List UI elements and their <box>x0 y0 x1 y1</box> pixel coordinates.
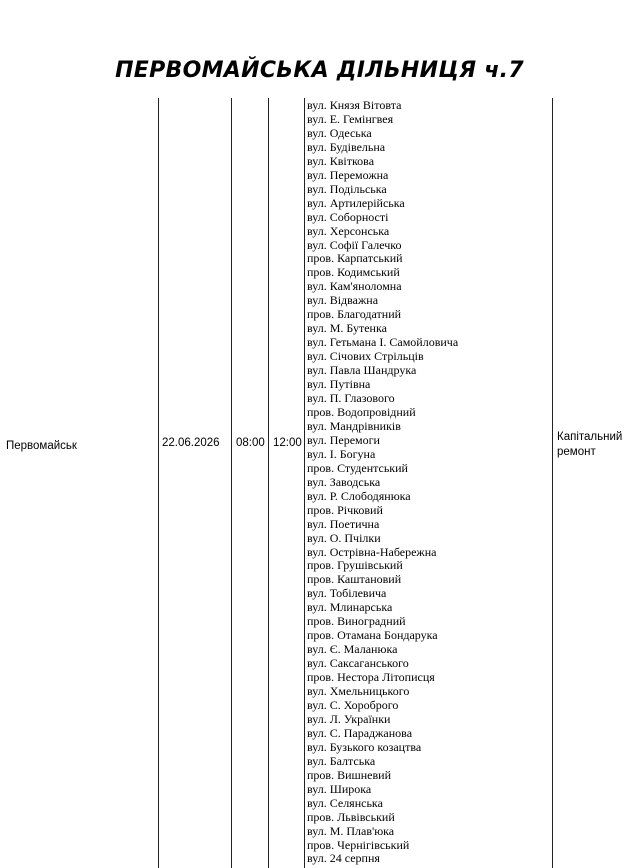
street-list-item: вул. М. Бутенка <box>307 321 387 336</box>
street-list-item: вул. Відважна <box>307 293 379 308</box>
street-list-item: пров. Кодимський <box>307 265 400 280</box>
street-list-item: вул. Гетьмана І. Самойловича <box>307 335 459 350</box>
street-list-item: вул. Херсонська <box>307 223 390 238</box>
reason-cell-line-1: Капітальний <box>557 431 623 443</box>
street-list-item: вул. Софії Галечко <box>307 237 402 252</box>
table-column-divider <box>552 98 553 868</box>
street-list-item: пров. Отамана Бондарука <box>307 628 438 643</box>
street-list-item: пров. Чернігівський <box>307 837 410 852</box>
reason-cell-line-2: ремонт <box>557 446 596 458</box>
street-list-item: вул. Перемоги <box>307 432 380 447</box>
street-list-item: вул. Князя Вітовта <box>307 99 402 112</box>
street-list-item: пров. Нестора Літописця <box>307 670 435 685</box>
street-list-item: вул. Саксаганського <box>307 656 409 671</box>
street-list-item: пров. Львівський <box>307 809 395 824</box>
street-list-item: вул. Січових Стрільців <box>307 349 424 364</box>
page-title: ПЕРВОМАЙСЬКА ДІЛЬНИЦЯ ч.7 <box>115 58 524 83</box>
street-list-item: вул. П. Глазового <box>307 391 395 406</box>
table-column-divider <box>231 98 232 868</box>
street-list-item: вул. Кам'яноломна <box>307 279 402 294</box>
end-time-cell: 12:00 <box>273 437 302 449</box>
street-list-item: пров. Студентський <box>307 460 408 475</box>
table-column-divider <box>268 98 269 868</box>
street-list-item: вул. Р. Слободянюка <box>307 488 411 503</box>
street-list-item: вул. М. Плав'юка <box>307 823 395 838</box>
street-list-item: вул. Хмельницького <box>307 684 410 699</box>
street-list-item: вул. І. Богуна <box>307 446 376 461</box>
street-list-item: вул. С. Параджанова <box>307 725 413 740</box>
street-list <box>307 99 552 868</box>
street-list-item: вул. Л. Українки <box>307 711 391 726</box>
street-list-item: вул. Широка <box>307 781 372 796</box>
street-list-item: вул. 24 серпня <box>307 851 380 866</box>
street-list-item: пров. Річковий <box>307 502 383 517</box>
street-list-item: пров. Вишневий <box>307 767 392 782</box>
street-list-item: вул. Поетична <box>307 516 380 531</box>
date-cell: 22.06.2026 <box>162 437 220 449</box>
street-list-item: вул. Заводська <box>307 474 381 489</box>
street-list-item: пров. Карпатський <box>307 251 403 266</box>
street-list-item: вул. Будівельна <box>307 139 386 154</box>
street-list-item: вул. Млинарська <box>307 600 393 615</box>
street-list-item: вул. Подільська <box>307 181 387 196</box>
street-list-item: пров. Благодатний <box>307 307 402 322</box>
street-list-item: вул. Мандрівників <box>307 418 401 433</box>
street-list-item: вул. Квіткова <box>307 153 375 168</box>
street-list-item: вул. Соборності <box>307 209 389 224</box>
street-list-item: вул. Одеська <box>307 125 372 140</box>
street-list-item: вул. Тобілевича <box>307 586 387 601</box>
start-time-cell: 08:00 <box>236 437 265 449</box>
street-list-item: пров. Грушівський <box>307 558 403 573</box>
street-list-item: вул. Павла Шандрука <box>307 363 417 378</box>
street-list-item: пров. Водопровідний <box>307 404 416 419</box>
street-list-item: вул. Є. Маланюка <box>307 642 398 657</box>
street-list-item: вул. О. Пчілки <box>307 530 381 545</box>
settlement-cell: Первомайськ <box>6 440 77 452</box>
street-list-item: вул. Путівна <box>307 377 371 392</box>
street-list-item: вул. Е. Гемінгвея <box>307 111 394 126</box>
street-list-item: пров. Виноградний <box>307 614 406 629</box>
table-column-divider <box>304 98 305 868</box>
street-list-item: вул. Балтська <box>307 753 376 768</box>
table-column-divider <box>158 98 159 868</box>
street-list-item: вул. Острівна-Набережна <box>307 544 437 559</box>
street-list-item: вул. Бузького козацтва <box>307 739 422 754</box>
street-list-item: пров. Каштановий <box>307 572 402 587</box>
street-list-item: вул. С. Хороброго <box>307 697 399 712</box>
street-list-item: вул. Артилерійська <box>307 195 405 210</box>
street-list-item: вул. Переможна <box>307 167 389 182</box>
street-list-item: вул. Селянська <box>307 795 383 810</box>
